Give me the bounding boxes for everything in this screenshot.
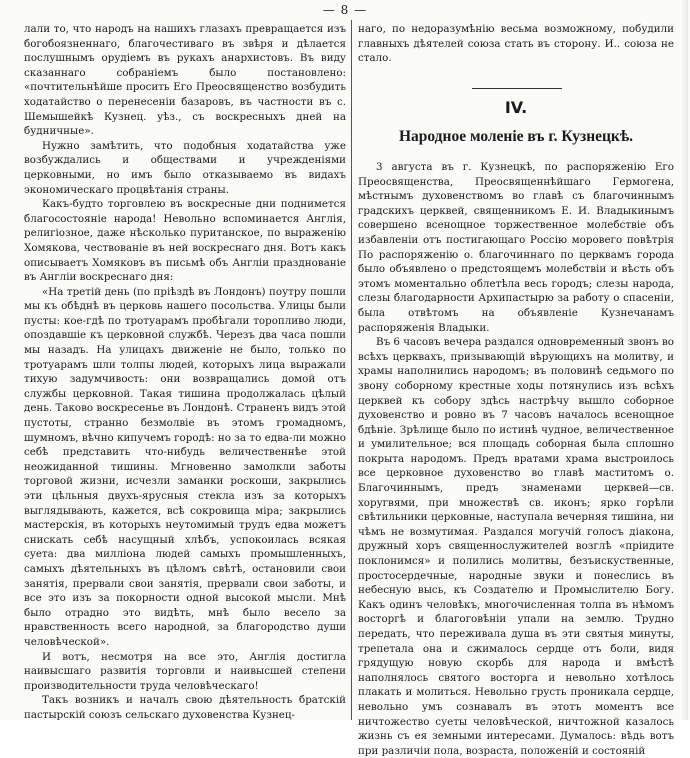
- section-number: IV.: [504, 98, 528, 117]
- column-divider: [351, 20, 352, 720]
- article-heading: Народное моленіе въ г. Кузнецкѣ.: [398, 128, 634, 145]
- page-number: — 8 —: [322, 3, 368, 17]
- quote-paragraph: «На третій день (по пріѣздѣ въ Лондонъ) поутру пошли мы къ обѣднѣ въ церковь нашего посольства. Улицы были пусты: кое-гдѣ по тротуарамъ пробѣгали торопливо люди, опоздавшіе къ церковной службѣ. Черезъ два часа пошли мы назадъ. На улицахъ движеніе не было, только по тротуарамъ шли толпы людей, которыхъ лица выражали тихую задумчивость: они возвращались домой отъ службы церковной. Такая тишина продолжалась цѣлый день. Таково воскресенье въ Лондонѣ. Страненъ видъ этой пустоты, странно безмолвіе въ этомъ громадномъ, шумномъ, вѣчно кипучемъ городѣ: но за то едва-ли можно себѣ представить что-нибудь величественнѣе этой неожиданной тишины. Мгновенно замолкли заботы торговой жизни, исчезли заманки роскоши, закрылись эти цѣльныя двухъ-ярусныя стекла изъ за которыхъ выглядывають, кажется, всѣ сокровища міра; закрылись мастерскія, въ которыхъ неутомимый трудъ едва можетъ снискать себѣ насущный хлѣбъ, успокоилась всякая суета: два милліона людей самыхъ промышленныхъ, самыхъ дѣятельныхъ въ цѣломъ свѣтѣ, остановили свои занятія, прервали свои занятія, прервали свои заботы, и все это изъ за покорности одной высокой мысли. Мнѣ было отрадно это видѣть, мнѣ было весело за нравственность всего народной, за благородство души человѣческой».: [24, 285, 346, 648]
- page-edge: [680, 0, 688, 720]
- paragraph: Какъ-будто торговлею въ воскресные дни поднимется благосостояніе народа! Невольно вспоминается Англія, религіозное, даже нѣсколько пуританское, по выраженію Хомякова, чествованіе въ ней воскреснаго дня. Вотъ какъ описываетъ Хомяковъ въ письмѣ объ Англіи празднованіе въ Англіи воскреснаго дня:: [24, 198, 346, 284]
- right-column-top: [358, 22, 674, 66]
- right-column-body: [358, 160, 674, 758]
- paragraph: наго, по недоразумѣнію весьма возможному, побудили главныхъ дѣятелей союза стать въ сторону. И.. союза не стало.: [358, 23, 674, 65]
- paragraph: Такъ возникъ и началъ свою дѣятельность братскій пастырскій союзъ сельскаго духовенства Кузнец-: [24, 694, 346, 721]
- paragraph: лали то, что народъ на нашихъ глазахъ превращается изъ богобоязненнаго, благочестиваго въ звѣря и дѣлается послушнымъ орудіемъ въ рукахъ анархистовъ. Въ виду сказаннаго собраніемъ было постановлено: «почтительнѣйше просить Его Преосвященство возбудить ходатайство о перенесеніи базаровъ, въ частности въ с. Шемышейкѣ Кузнец. уѣз., съ воскресныхъ дней на будничные».: [24, 23, 346, 138]
- paragraph: 3 августа въ г. Кузнецкѣ, по распоряженію Его Преосвященства, Преосвященнѣйшаго Гермогена, мѣстнымъ духовенствомъ во главѣ съ благочиннымъ градскихъ церквей, священникомъ Е. И. Владыкинымъ совершено всенощное торжественное молебствіе объ избавленіи отъ постигающаго Россію моровего повѣтрія По распоряженію о. благочиннаго по церквамъ города было объявлено о предстоящемъ молебствіи и вѣсть объ этомъ моментально облетѣла весь городъ; слезы народа, слезы благодарности Архипастырю за работу о спасеніи, была отвѣтомъ на объявленіе Кузнечанамъ распоряженія Владыки.: [358, 161, 674, 334]
- section-rule: [472, 88, 562, 89]
- left-column: [24, 22, 346, 723]
- paragraph: Нужно замѣтить, что подобныя ходатайства уже возбуждались и обществами и учрежденіями церковными, но имъ было отказываемо въ видахъ экономическаго процвѣтанія страны.: [24, 139, 346, 196]
- paragraph: И вотъ, несмотря на все это, Англія достигла наивысшаго развитія торговли и наивысшей степени производительности труда человѣческаго!: [24, 650, 346, 692]
- paragraph: Въ 6 часовъ вечера раздался одновременный звонъ во всѣхъ церквахъ, призывающій вѣрующихъ на молитву, и храмы наполнились народомъ; въ половинѣ седьмого по звону соборному крестные ходы потянулись изъ всѣхъ церквей къ собору здѣсь настрѣчу вышло соборное духовенство и ровно въ 7 часовъ началось всенощное бдѣніе. Зрѣлище было по истинѣ чудное, величественное и умилительное; вся площадь соборная была сплошно покрыта народомъ. Предъ вратами храма выстроилось все церковное духовенство во главѣ маститомъ о. Благочиннымъ, предъ знаменами церквей—св. хоругвями, при множествѣ св. иконъ; ярко горѣли свѣтильники церковные, наступала вечерняя тишина, ни чѣмъ не возмутимая. Раздался могучій голосъ діакона, дружный хоръ священнослужителей возглѣ «пріидите поклонимся» и полились молитвы, безъискуственные, простосердечные, народные звуки и понеслись въ небесную высь, къ Создателю и Промыслителю Богу. Какъ одинъ человѣкъ, многочисленная толпа въ нѣмомъ восторгѣ и благоговѣніи упали на землю. Трудно передать, что переживала душа въ эти святыя минуты, трепетала она и сжималось сердце отъ боли, видя грядущую новую скорбь для народа и вмѣстѣ наполнялось святого восторга и невольно хотѣлось плакать и молиться. Невольно грусть проникала сердце, невольно умъ сознавалъ въ этотъ моментъ все ничтожество суеты человѣческой, ничтожной казалось жизнь съ ея земными интересами. Думалось: вѣдь вотъ при различіи пола, возраста, положеній и состояній: [358, 336, 674, 757]
